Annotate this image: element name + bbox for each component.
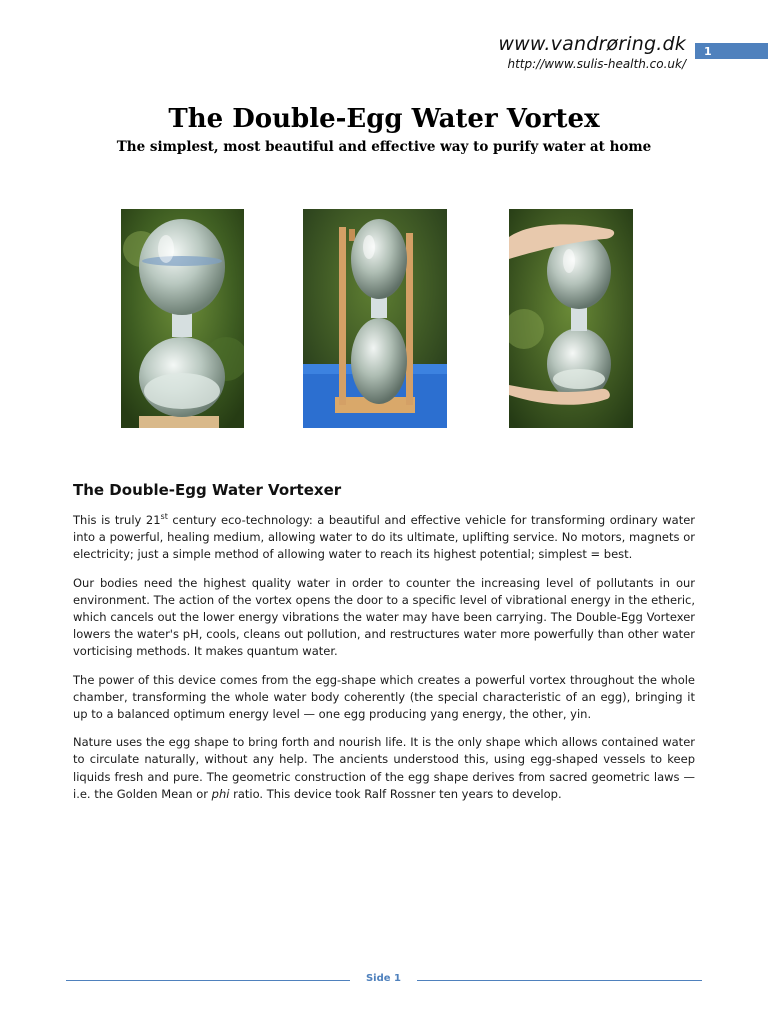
paragraph-4-text-cont: ratio. This device took Ralf Rossner ten years to develop. bbox=[229, 786, 562, 801]
section-heading: The Double-Egg Water Vortexer bbox=[73, 481, 342, 499]
phi-term: phi bbox=[211, 786, 230, 801]
page-number-tab bbox=[695, 43, 768, 59]
paragraph-2: Our bodies need the highest quality water in order to counter the increasing level of pollutants in our environment. The action of the vortex opens the door to a specific level of vibrational energy in the etheric, which cancels out the lower energy vibrations the water may have been carrying. The Double-Egg Vortexer lowers the water's pH, cools, cleans out pollution, and restructures water more powerfully than other water vorticising methods. It makes quantum water. bbox=[73, 575, 695, 659]
paragraph-1 bbox=[73, 512, 695, 564]
site-url: www.vandrøring.dk bbox=[498, 33, 686, 55]
paragraph-1-text-cont: century eco-technology: a beautiful and effective vehicle for transforming ordinary water into a powerful, healing medium, allowing water to do its ultimate, uplifting service. No motors, magnets or electricity; just a simple method of allowing water to reach its highest potential; simplest = best. bbox=[73, 513, 696, 562]
document-title: The Double-Egg Water Vortex bbox=[168, 104, 600, 134]
page-number: 1 bbox=[704, 44, 712, 58]
footer-rule-right bbox=[417, 980, 702, 981]
body-text bbox=[73, 512, 695, 814]
source-url: http://www.sulis-health.co.uk/ bbox=[507, 57, 686, 71]
double-egg-vortex-on-wooden-base-photo bbox=[121, 209, 244, 428]
ordinal-suffix: st bbox=[160, 512, 168, 522]
paragraph-3: The power of this device comes from the egg-shape which creates a powerful vortex throughout the whole chamber, transforming the whole water body coherently (the special characteristic of an egg), bringing it up to a balanced optimum energy level — one egg producing yang energy, the other, yin. bbox=[73, 672, 695, 722]
double-egg-vortex-in-wooden-stand-photo bbox=[303, 209, 447, 428]
paragraph-4 bbox=[73, 734, 695, 803]
paragraph-1-text: This is truly 21 bbox=[73, 513, 161, 527]
double-egg-vortex-held-in-hands-photo bbox=[509, 209, 633, 428]
footer-rule-left bbox=[66, 980, 350, 981]
footer-page-label: Side 1 bbox=[365, 973, 401, 984]
document-subtitle: The simplest, most beautiful and effective way to purify water at home bbox=[116, 139, 652, 155]
paragraph-4-text: Nature uses the egg shape to bring forth and nourish life. It is the only shape which allows contained water to circulate naturally, without any help. The ancients understood this, using egg-shaped vessels to keep liquids fresh and pure. The geometric construction of the egg shape derives from sacred geometric laws — i.e. the Golden Mean or bbox=[73, 735, 695, 801]
